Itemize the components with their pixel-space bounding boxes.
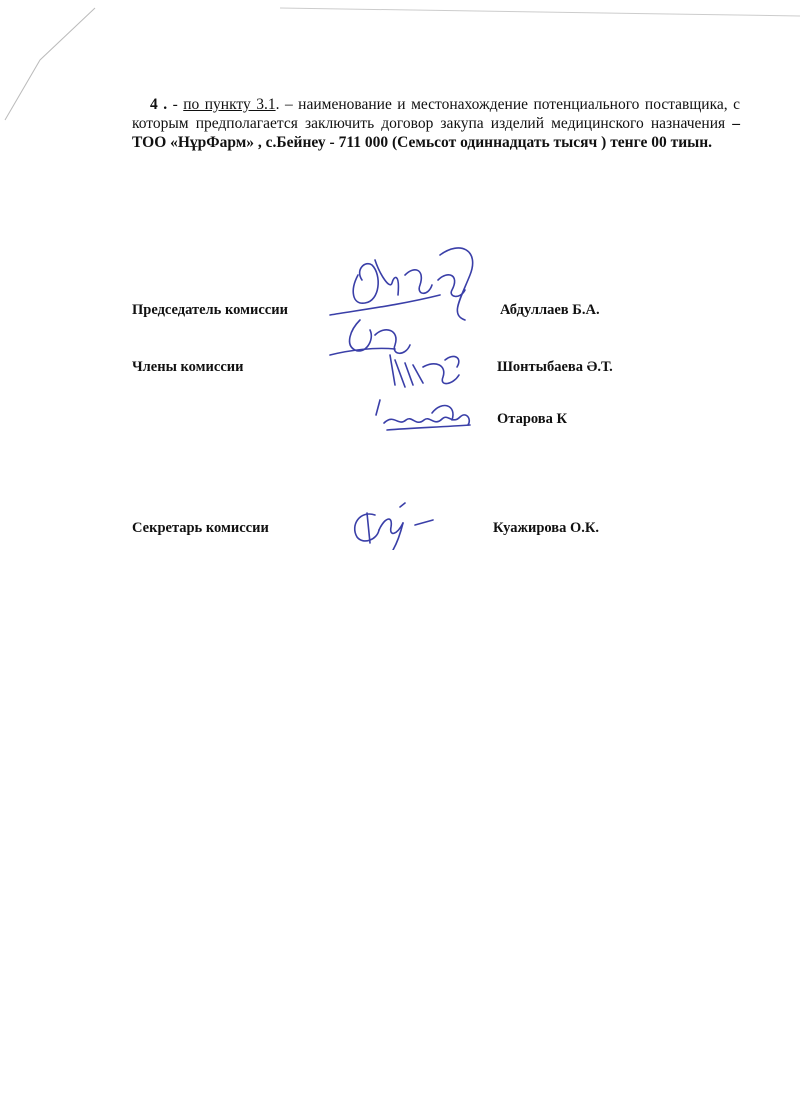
chairman-label: Председатель комиссии [132,302,288,318]
main-paragraph [132,95,740,152]
chairman-signature [320,235,495,335]
item-dash: - [167,96,184,113]
secretary-label: Секретарь комиссии [132,520,269,536]
secretary-name: Куажирова О.К. [493,520,600,536]
supplier-text: – ТОО «НұрФарм» , с.Бейнеу - 711 000 (Семьсот одиннадцать тысяч ) тенге 00 тиын. [132,115,740,151]
member2-name: Отарова К [497,411,568,427]
members-signature-2 [372,395,482,440]
chairman-name: Абдуллаев Б.А. [500,302,600,318]
members-label: Члены комиссии [132,359,244,375]
clause-reference: по пункту 3.1 [183,96,276,113]
paragraph-text: . – наименование и местонахождение потенциального поставщика, с которым предполагается заключить договор закупа изделий медицинского назначения [132,96,741,132]
item-number: 4 . [150,96,168,113]
members-signature-1 [325,305,475,395]
secretary-signature [345,495,455,550]
member1-name: Шонтыбаева Ә.Т. [497,359,613,375]
